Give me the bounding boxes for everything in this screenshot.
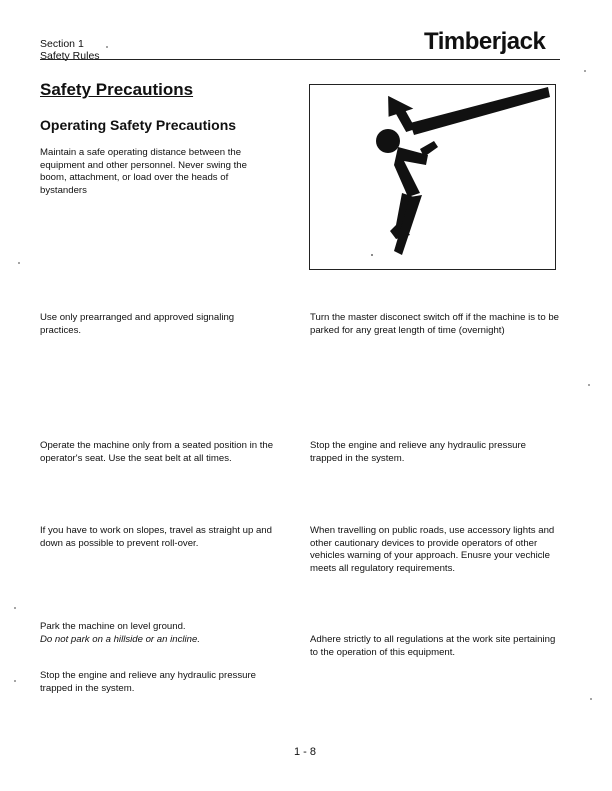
- paragraph-regulations: Adhere strictly to all regulations at the work site pertaining to the operation of this equipment.: [310, 634, 556, 658]
- header-divider: [40, 59, 560, 60]
- scan-speck: [14, 607, 16, 609]
- section-label: Section 1: [40, 38, 84, 50]
- scan-speck: [18, 262, 20, 264]
- paragraph-stop-engine-left: Stop the engine and relieve any hydraulic pressure trapped in the system.: [40, 670, 256, 694]
- boom-shape: [410, 87, 550, 135]
- park-incline-warning: Do not park on a hillside or an incline.: [40, 633, 200, 645]
- swing-hazard-icon: [310, 85, 554, 268]
- paragraph-public-roads: When travelling on public roads, use accessory lights and other cautionary devices to provide operators of other vehicles warning of your approach. Enusre your vechicle meets all regulatory requirements.: [310, 525, 555, 574]
- page-number: 1 - 8: [294, 746, 317, 758]
- paragraph-seated-operation: Operate the machine only from a seated position in the operator's seat. Use the seat belt at all times.: [40, 440, 274, 464]
- hazard-figure: [309, 84, 556, 270]
- paragraph-stop-engine-right: Stop the engine and relieve any hydraulic pressure trapped in the system.: [310, 440, 526, 464]
- paragraph-slopes: If you have to work on slopes, travel as straight up and down as possible to prevent roll-over.: [40, 525, 272, 549]
- page-title: Safety Precautions: [40, 80, 194, 99]
- scan-speck: [590, 698, 592, 700]
- park-level-text: Park the machine on level ground.: [40, 621, 186, 632]
- paragraph-signaling: Use only prearranged and approved signaling practices.: [40, 312, 235, 336]
- up-arrow-icon: [382, 90, 419, 136]
- section-subtitle: Operating Safety Precautions: [40, 117, 237, 133]
- scan-speck: [584, 70, 586, 72]
- subsection-label: Safety Rules: [40, 50, 100, 62]
- paragraph-master-switch: Turn the master disconect switch off if the machine is to be parked for any great length of time (overnight): [310, 312, 560, 336]
- scan-speck: [588, 384, 590, 386]
- scan-speck: [106, 46, 108, 48]
- brand-logo: Timberjack: [424, 28, 546, 55]
- paragraph-safe-distance: Maintain a safe operating distance between the equipment and other personnel. Never swing the boom, attachment, or load over the heads of bystanders: [40, 147, 247, 196]
- scan-speck: [14, 680, 16, 682]
- paragraph-park-level: [40, 621, 280, 646]
- person-head: [376, 129, 400, 153]
